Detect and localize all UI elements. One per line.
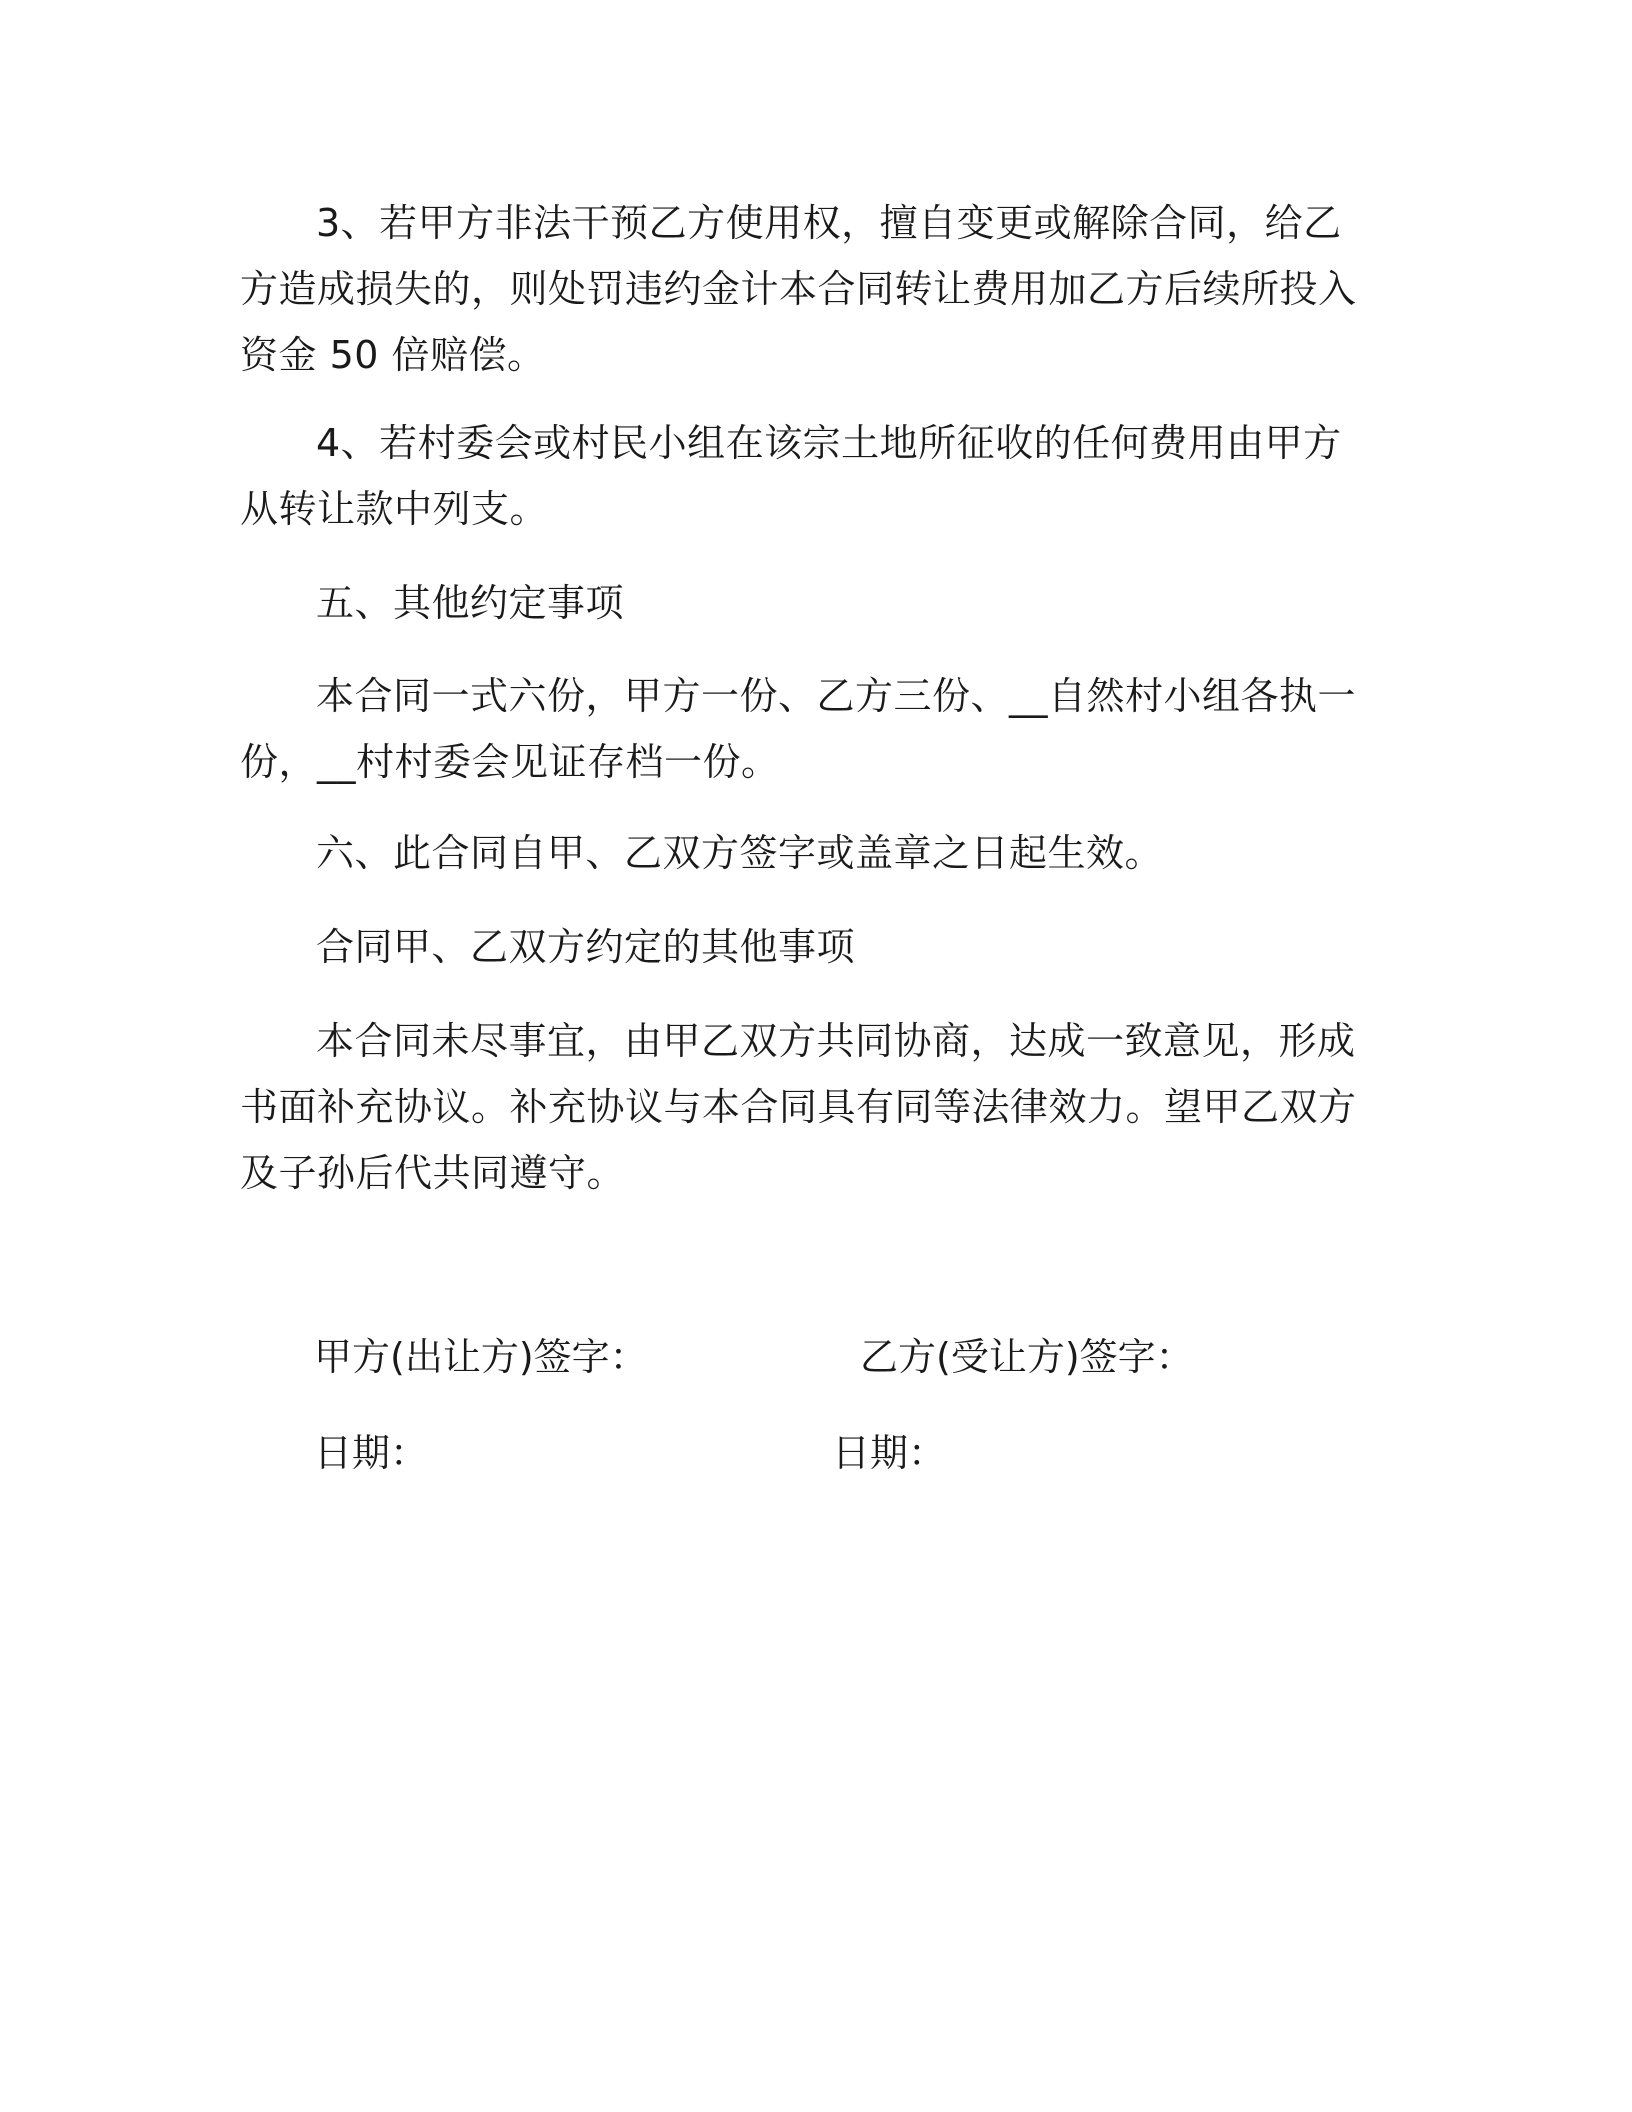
other-matters-heading: 合同甲、乙双方约定的其他事项: [316, 925, 856, 969]
party-a-date-label: 日期：: [314, 1431, 429, 1475]
section-6-paragraph: 六、此合同自甲、乙双方签字或盖章之日起生效。: [316, 831, 1164, 875]
supplementary-paragraph: 本合同未尽事宜，由甲乙双方共同协商，达成一致意见，形成书面补充协议。补充协议与本合同具有同等法律效力。望甲乙双方及子孙后代共同遵守。: [240, 1019, 1357, 1195]
party-b-signature-label: 乙方(受让方)签字：: [860, 1335, 1194, 1379]
section-5-heading: 五、其他约定事项: [316, 581, 625, 625]
party-a-signature-label: 甲方(出让方)签字：: [314, 1335, 648, 1379]
clause-3-paragraph: 3、若甲方非法干预乙方使用权，擅自变更或解除合同，给乙方造成损失的，则处罚违约金计本合同转让费用加乙方后续所投入资金 50 倍赔偿。: [240, 201, 1357, 377]
clause-4-paragraph: 4、若村委会或村民小组在该宗土地所征收的任何费用由甲方从转让款中列支。: [240, 421, 1342, 531]
copies-paragraph: 本合同一式六份，甲方一份、乙方三份、__自然村小组各执一份，__村村委会见证存档一份。: [240, 674, 1357, 784]
party-b-date-label: 日期：: [832, 1431, 947, 1475]
